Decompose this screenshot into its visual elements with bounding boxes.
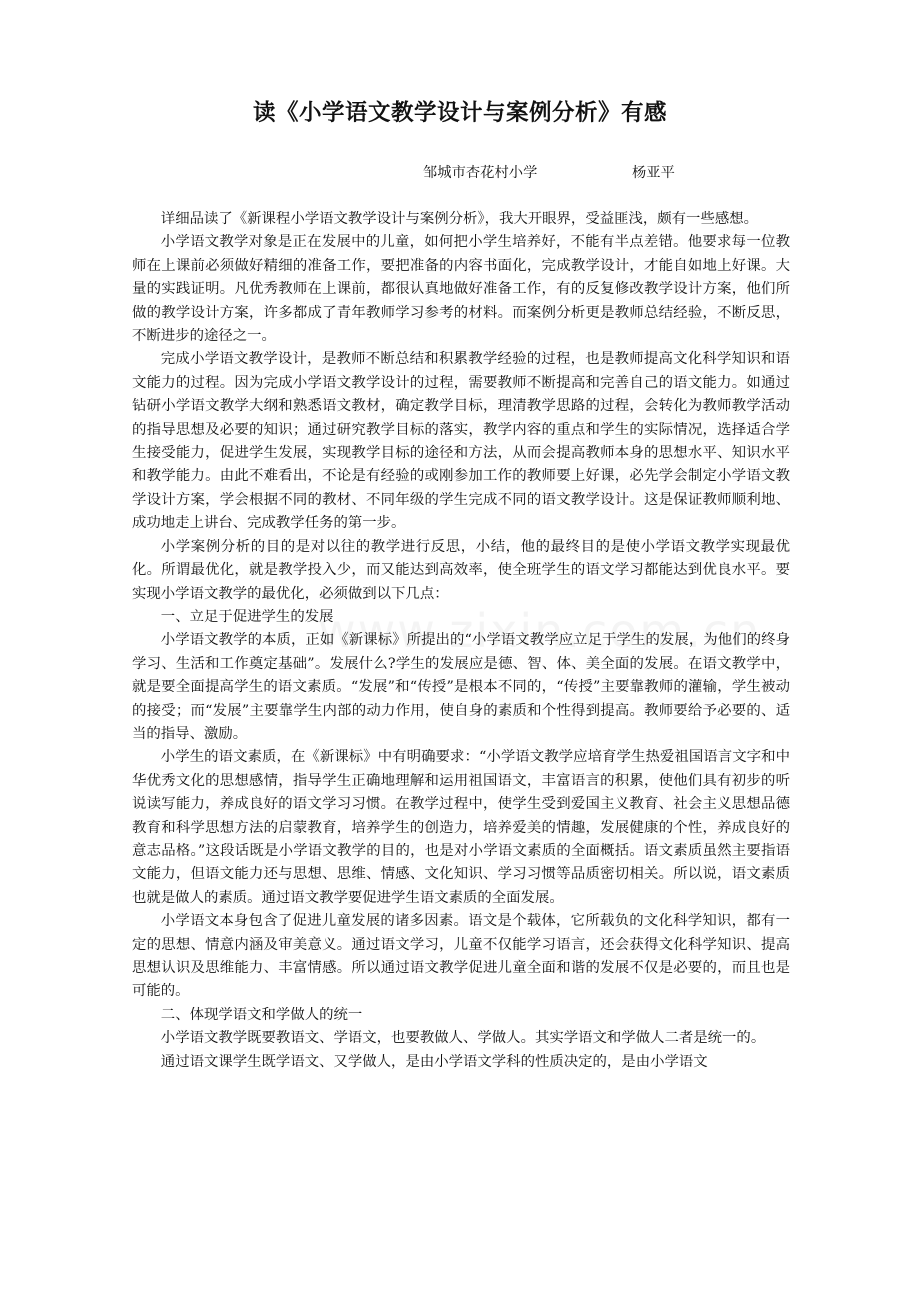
section-heading: 二、体现学语文和学做人的统一 — [160, 1006, 363, 1023]
paragraph: 小学语文教学既要教语文、学语文，也要教做人、学做人。其实学语文和学做人二者是统一的。 — [160, 1030, 766, 1047]
paragraph: 小学语文教学对象是正在发展中的儿童，如何把小学生培养好，不能有半点差错。他要求每一位教师在上课前必须做好精细的准备工作，要把准备的内容书面化，完成教学设计，才能自如地上好课。大量的实践证明。凡优秀教师在上课前，都很认真地做好准备工作，有的反复修改教学设计方案，他们所做的教学设计方案，许多都成了青年教师学习参考的材料。而案例分析更是教师总结经验，不断反思，不断进步的途径之一。 — [132, 234, 790, 345]
section-heading: 一、立足于促进学生的发展 — [160, 608, 334, 625]
paragraph: 小学生的语文素质，在《新课标》中有明确要求：“小学语文教学应培育学生热爱祖国语言文字和中华优秀文化的思想感情，指导学生正确地理解和运用祖国语文，丰富语言的积累，使他们具有初步的听说读写能力，养成良好的语文学习习惯。在教学过程中，使学生受到爱国主义教育、社会主义思想品德教育和科学思想方法的启蒙教育，培养学生的创造力，培养爱美的情趣，发展健康的个性，养成良好的意志品格。”这段话既是小学语文教学的目的，也是对小学语文素质的全面概括。语文素质虽然主要指语文能力，但语文能力还与思想、思维、情感、文化知识、学习习惯等品质密切相关。所以说，语文素质也就是做人的素质。通过语文教学要促进学生语文素质的全面发展。 — [132, 749, 790, 906]
paragraph: 详细品读了《新课程小学语文教学设计与案例分析》，我大开眼界，受益匪浅，颇有一些感想。 — [160, 211, 759, 227]
document-title: 读《小学语文教学设计与案例分析》有感 — [252, 100, 667, 126]
byline — [0, 162, 920, 184]
author-school: 邹城市杏花村小学 — [423, 165, 538, 181]
paragraph: 小学案例分析的目的是对以往的教学进行反思，小结，他的最终目的是使小学语文教学实现最优化。所谓最优化，就是教学投入少，而又能达到高效率，使全班学生的语文学习都能达到优良水平。要实现小学语文教学的最优化，必须做到以下几点： — [132, 538, 790, 602]
paragraph: 通过语文课学生既学语文、又学做人，是由小学语文学科的性质决定的，是由小学语文 — [160, 1053, 708, 1070]
paragraph: 完成小学语文教学设计，是教师不断总结和积累教学经验的过程，也是教师提高文化科学知识和语文能力的过程。因为完成小学语文教学设计的过程，需要教师不断提高和完善自己的语文能力。如通过钻研小学语文教学大纲和熟悉语文教材，确定教学目标，理清教学思路的过程，会转化为教师教学活动的指导思想及必要的知识；通过研究教学目标的落实，教学内容的重点和学生的实际情况，选择适合学生接受能力，促进学生发展，实现教学目标的途径和方法，从而会提高教师本身的思想水平、知识水平和教学能力。由此不难看出，不论是有经验的或刚参加工作的教师要上好课，必先学会制定小学语文教学设计方案，学会根据不同的教材、不同年级的学生完成不同的语文教学设计。这是保证教师顺利地、成功地走上讲台、完成教学任务的第一步。 — [132, 351, 790, 532]
author-name: 杨亚平 — [632, 165, 675, 181]
paragraph: 小学语文本身包含了促进儿童发展的诸多因素。语文是个载体，它所载负的文化科学知识，都有一定的思想、情意内涵及审美意义。通过语文学习，儿童不仅能学习语言，还会获得文化科学知识、提高思想认识及思维能力、丰富情感。所以通过语文教学促进儿童全面和谐的发展不仅是必要的，而且也是可能的。 — [132, 913, 790, 1000]
document-body — [132, 208, 790, 1074]
paragraph: 小学语文教学的本质，正如《新课标》所提出的“小学语文教学应立足于学生的发展，为他们的终身学习、生活和工作奠定基础”。发展什么?学生的发展应是德、智、体、美全面的发展。在语文教学中，就是要全面提高学生的语文素质。“发展”和“传授”是根本不同的，“传授”主要靠教师的灌输，学生被动的接受；而“发展”主要靠学生内部的动力作用，使自身的素质和个性得到提高。教师要给予必要的、适当的指导、激励。 — [132, 632, 790, 742]
